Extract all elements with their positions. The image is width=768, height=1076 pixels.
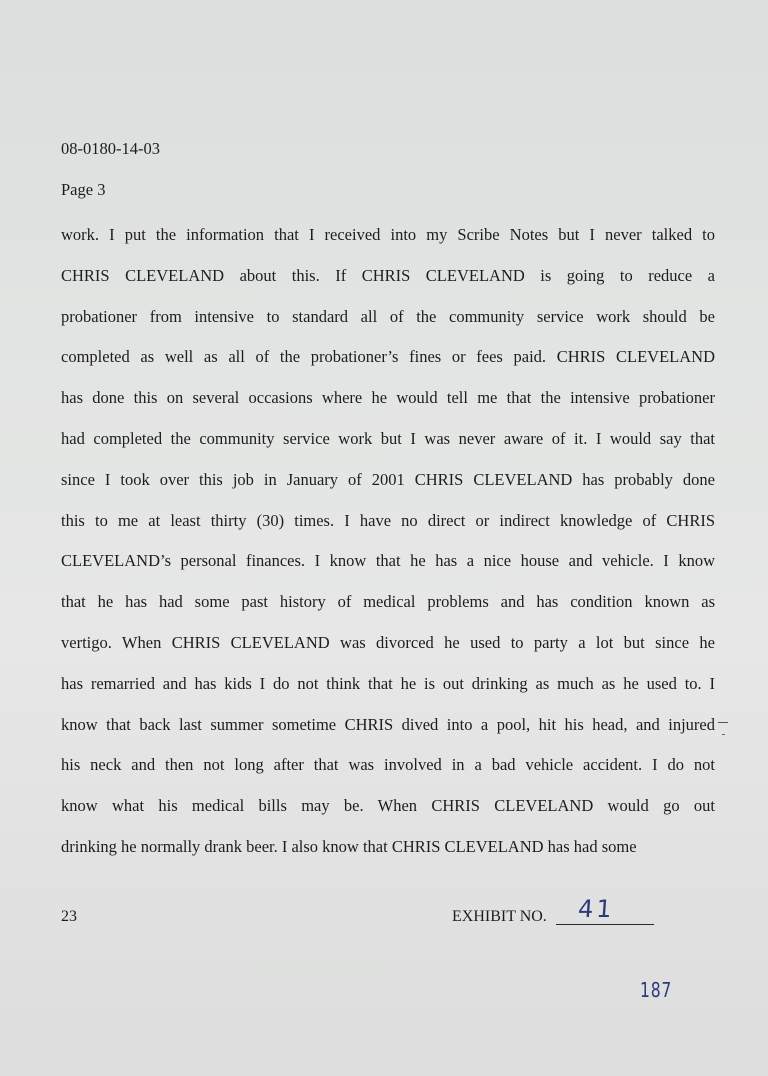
statement-line: that he has had some past history of medical problems and has condition known as: [61, 592, 715, 612]
statement-line: this to me at least thirty (30) times. I have no direct or indirect knowledge of CHRIS: [61, 510, 715, 530]
statement-line: drinking he normally drank beer. I also know that CHRIS CLEVELAND has had some: [61, 836, 637, 856]
statement-line: his neck and then not long after that was involved in a bad vehicle accident. I do not: [61, 755, 715, 775]
margin-mark: [718, 722, 728, 723]
footer-page-number: 23: [61, 908, 77, 925]
exhibit-number-handwritten: 41: [577, 895, 616, 923]
statement-line: know that back last summer sometime CHRIS dived into a pool, hit his head, and injured: [61, 714, 715, 734]
statement-line: probationer from intensive to standard all of the community service work should be: [61, 306, 715, 326]
exhibit-label: EXHIBIT NO.: [452, 908, 547, 925]
statement-line: vertigo. When CHRIS CLEVELAND was divorced he used to party a lot but since he: [61, 632, 715, 652]
statement-line: since I took over this job in January of 2001 CHRIS CLEVELAND has probably done: [61, 469, 715, 489]
statement-line: has remarried and has kids I do not think that he is out drinking as much as he used to. I: [61, 673, 715, 693]
statement-body: [61, 221, 715, 874]
case-number: 08-0180-14-03: [61, 139, 160, 158]
statement-line: CHRIS CLEVELAND about this. If CHRIS CLEVELAND is going to reduce a: [61, 265, 715, 285]
statement-line: has done this on several occasions where he would tell me that the intensive probationer: [61, 388, 715, 408]
statement-line: CLEVELAND’s personal finances. I know that he has a nice house and vehicle. I know: [61, 551, 715, 571]
bates-number-handwritten: 187: [640, 978, 673, 1002]
page-label: Page 3: [61, 180, 106, 199]
exhibit-underline: [556, 924, 654, 925]
statement-line: work. I put the information that I received into my Scribe Notes but I never talked to: [61, 225, 715, 244]
statement-line: know what his medical bills may be. When CHRIS CLEVELAND would go out: [61, 796, 715, 816]
statement-line: completed as well as all of the probationer’s fines or fees paid. CHRIS CLEVELAND: [61, 347, 715, 367]
statement-line: had completed the community service work but I was never aware of it. I would say that: [61, 428, 715, 448]
